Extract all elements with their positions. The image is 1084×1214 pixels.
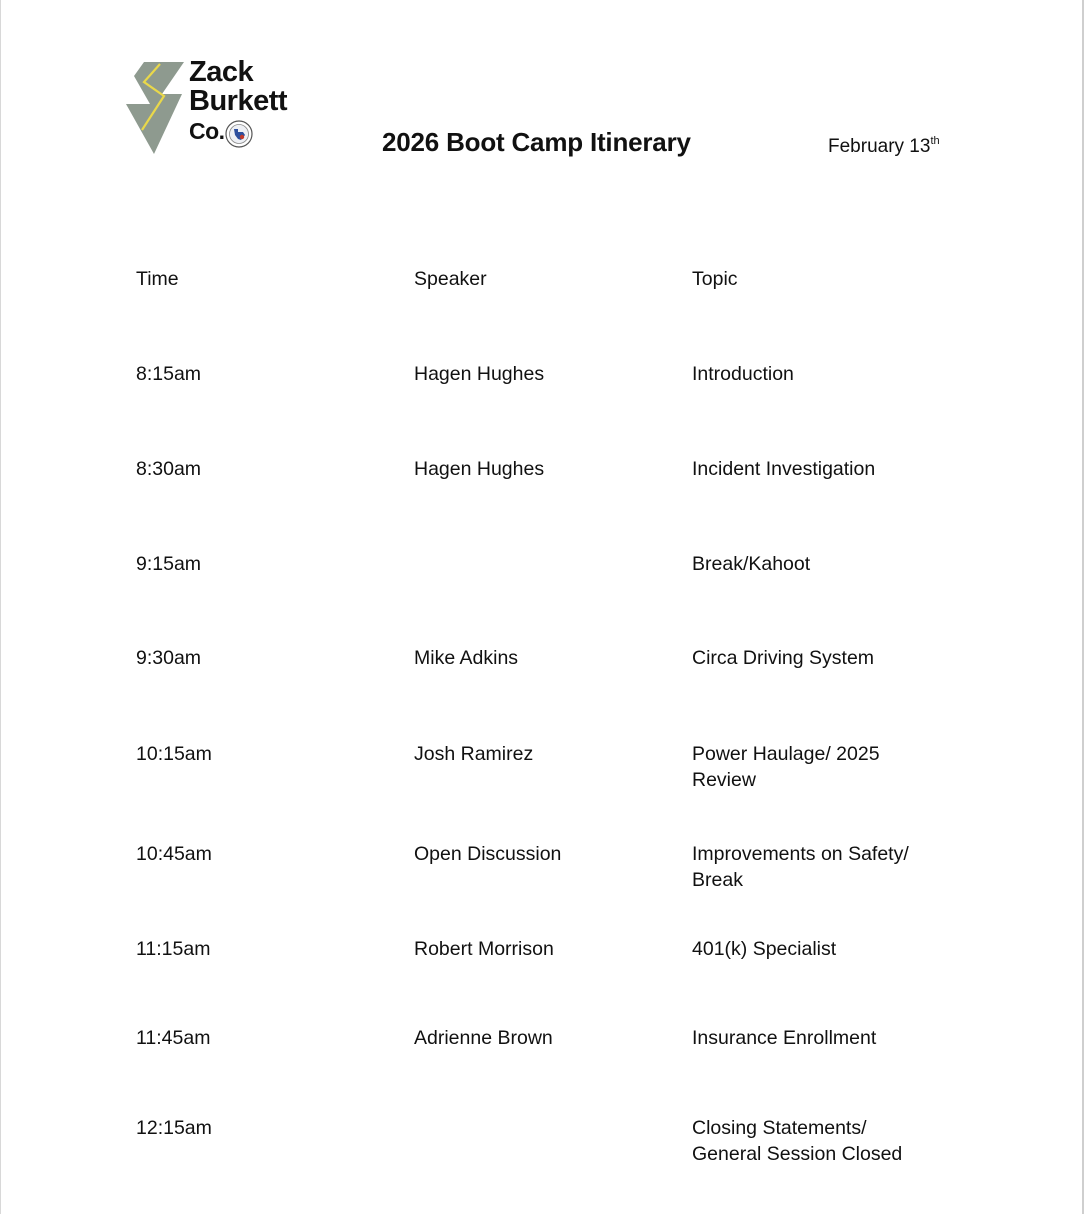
row-speaker: Mike Adkins — [414, 647, 519, 669]
row-topic-line: Break — [692, 869, 743, 891]
row-time: 11:15am — [136, 938, 211, 960]
row-topic — [692, 1025, 942, 1051]
row-speaker: Hagen Hughes — [414, 458, 545, 480]
row-time: 9:30am — [136, 647, 202, 669]
row-speaker: Josh Ramirez — [414, 743, 534, 765]
row-topic — [692, 741, 942, 793]
row-topic-line: Break/Kahoot — [692, 553, 811, 575]
row-topic-line: Power Haulage/ 2025 — [692, 743, 880, 765]
event-date-text: February 13 — [828, 136, 931, 157]
logo-line-2: Burkett — [189, 85, 288, 117]
row-time: 9:15am — [136, 553, 202, 575]
page-title: 2026 Boot Camp Itinerary — [382, 127, 691, 157]
column-header-speaker: Speaker — [414, 268, 487, 290]
row-topic — [692, 456, 942, 482]
row-time: 10:45am — [136, 843, 212, 865]
column-header-time: Time — [136, 268, 179, 290]
row-topic — [692, 936, 942, 962]
row-speaker: Hagen Hughes — [414, 363, 545, 385]
row-topic — [692, 841, 942, 893]
row-topic-line: General Session Closed — [692, 1143, 903, 1165]
row-topic-line: Insurance Enrollment — [692, 1027, 877, 1049]
row-topic-line: Improvements on Safety/ — [692, 843, 909, 865]
row-topic-line: Closing Statements/ — [692, 1117, 867, 1139]
event-date-suffix: th — [930, 135, 940, 147]
column-header-topic: Topic — [692, 268, 738, 290]
row-topic-line: Review — [692, 769, 756, 791]
row-topic — [692, 361, 942, 387]
row-time: 10:15am — [136, 743, 212, 765]
row-topic — [692, 645, 942, 671]
road-bolt-icon — [124, 58, 194, 156]
row-speaker: Open Discussion — [414, 843, 562, 865]
row-time: 11:45am — [136, 1027, 211, 1049]
row-topic-line: 401(k) Specialist — [692, 938, 837, 960]
row-time: 8:15am — [136, 363, 202, 385]
row-speaker: Robert Morrison — [414, 938, 554, 960]
company-logo — [124, 58, 304, 158]
row-time: 8:30am — [136, 458, 202, 480]
row-topic-line: Introduction — [692, 363, 794, 385]
logo-line-3: Co. — [189, 118, 225, 144]
row-speaker: Adrienne Brown — [414, 1027, 553, 1049]
row-time: 12:15am — [136, 1117, 212, 1139]
row-topic-line: Incident Investigation — [692, 458, 876, 480]
row-topic — [692, 1115, 942, 1167]
event-date — [828, 136, 940, 158]
texas-seal-icon — [225, 120, 253, 148]
row-topic — [692, 551, 942, 577]
page-edge-left — [0, 0, 1, 1214]
row-topic-line: Circa Driving System — [692, 647, 875, 669]
logo-line-1: Zack — [189, 56, 254, 88]
